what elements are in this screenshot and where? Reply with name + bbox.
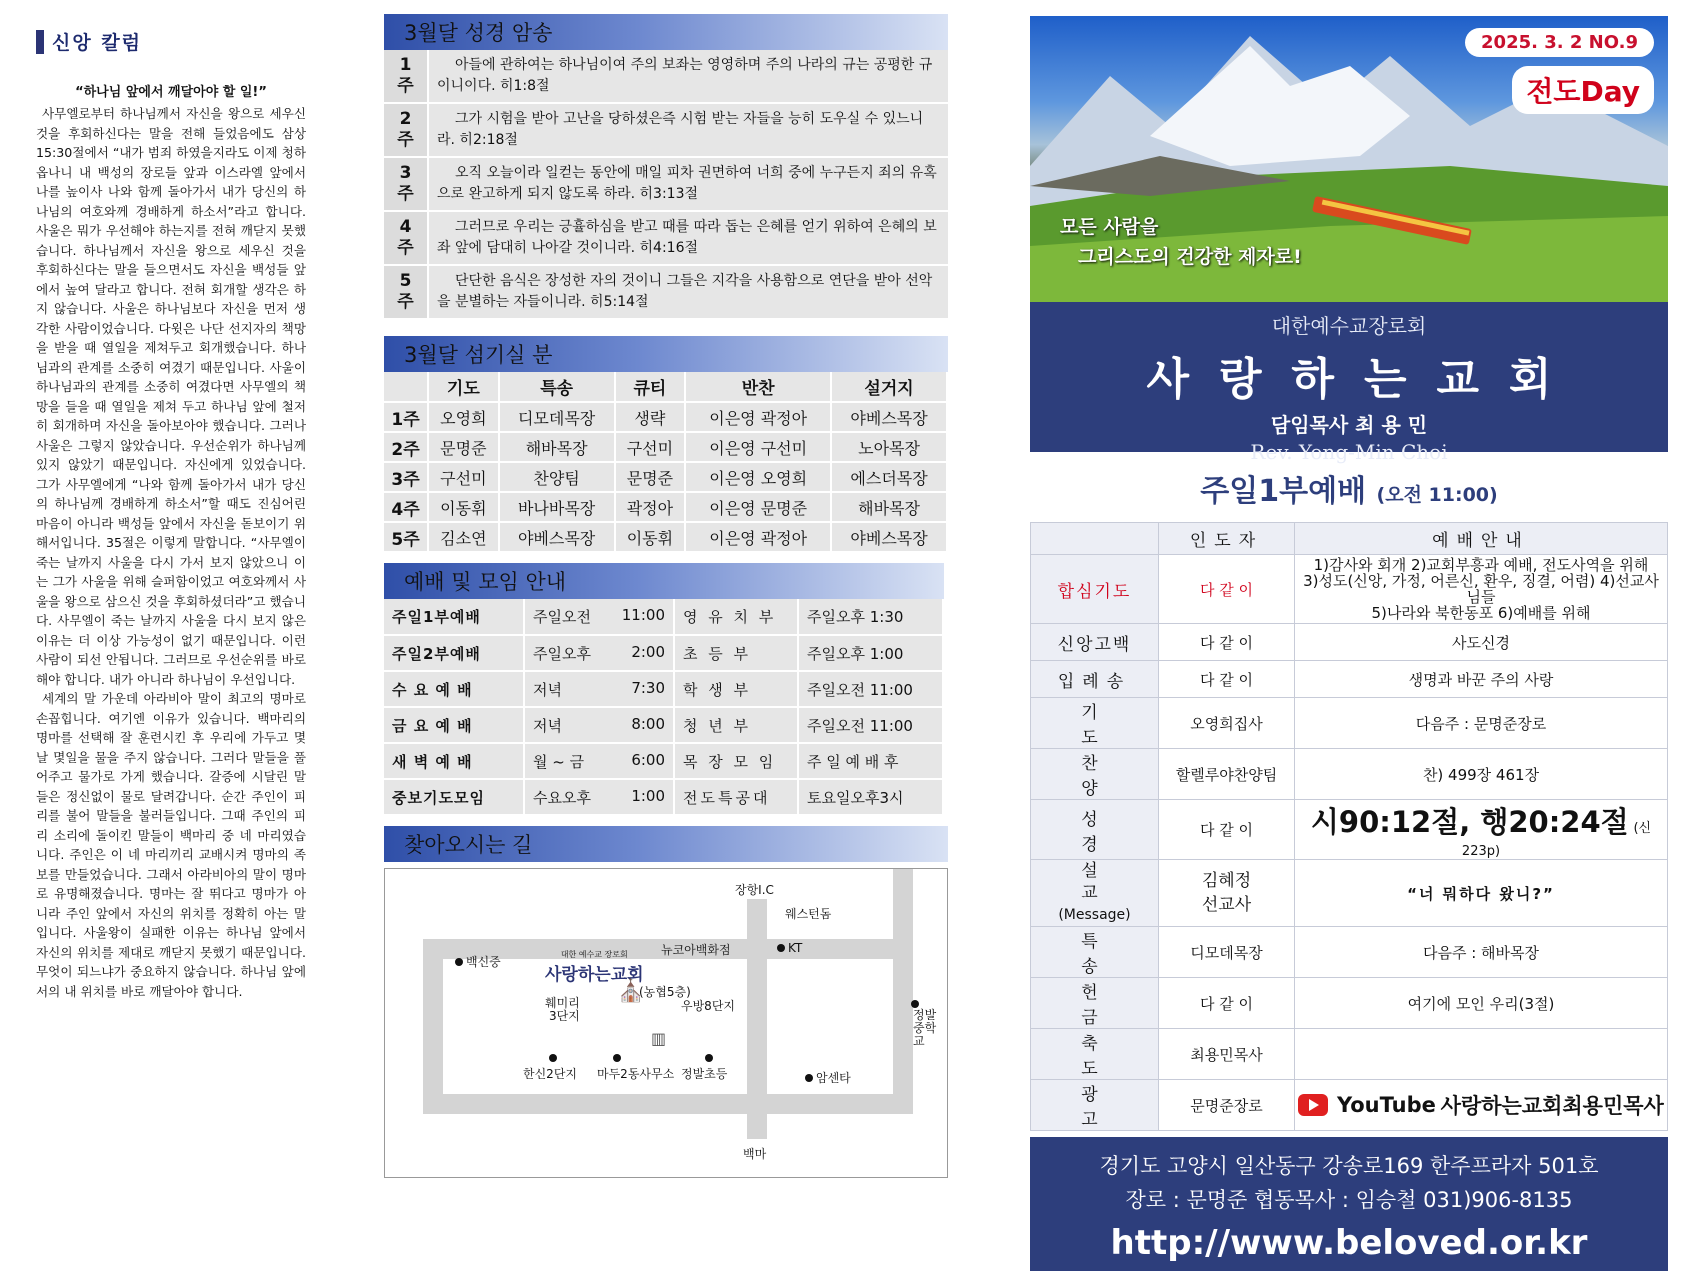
youtube-channel: 사랑하는교회최용민목사 xyxy=(1440,1094,1664,1118)
service-name: 수 요 예 배 xyxy=(384,671,524,707)
table-row xyxy=(1031,800,1668,860)
table-row xyxy=(384,462,947,492)
table-row xyxy=(1031,698,1668,749)
map-band: 찾아오시는 길 xyxy=(384,826,948,862)
location-dot-icon xyxy=(777,944,785,952)
table-row xyxy=(1031,749,1668,800)
table-cell: 해바목장 xyxy=(499,432,615,462)
table-cell: 야베스목장 xyxy=(831,522,947,552)
verse-text: 오직 오늘이라 일컫는 동안에 매일 피차 권면하여 너희 중에 누구든지 죄의 유혹으로 완고하게 되지 않도록 하라. 히3:13절 xyxy=(428,157,948,211)
section-marker-icon xyxy=(36,30,44,54)
map-road xyxy=(423,939,443,1114)
table-cell: 에스더목장 xyxy=(831,462,947,492)
church-address: 경기도 고양시 일산동구 강송로169 한주프라자 501호 xyxy=(1099,1154,1599,1178)
map-label-newcore: 뉴코아백화점 xyxy=(661,943,731,957)
order-leader: 최용민목사 xyxy=(1159,1029,1295,1080)
map-label-madu-office: 마두2동사무소 xyxy=(597,1067,675,1081)
service-hour: 6:00 xyxy=(631,750,665,769)
column-title: “하나님 앞에서 깨달아야 할 일!” xyxy=(75,85,267,100)
week-label: 3주 xyxy=(384,157,428,211)
map-label-text: 암센타 xyxy=(816,1071,851,1085)
order-leader: 다 같 이 xyxy=(1159,555,1295,624)
service-hour: 7:30 xyxy=(631,678,665,697)
preacher-name: 김혜정 xyxy=(1201,871,1252,891)
map-label-jeongbal-elem: 정발초등 xyxy=(681,1067,728,1081)
table-cell: 오영희 xyxy=(428,402,499,432)
table-cell: 구선미 xyxy=(615,432,686,462)
verse-text: 그러므로 우리는 긍휼하심을 받고 때를 따라 돕는 은혜를 얻기 위하여 은혜의 보좌 앞에 담대히 나아갈 것이니라. 히4:16절 xyxy=(428,211,948,265)
schedule-table xyxy=(384,599,944,816)
service-time xyxy=(524,779,674,815)
column-header: 반찬 xyxy=(685,372,831,402)
table-row xyxy=(384,635,943,671)
group-time: 주 일 예 배 후 xyxy=(798,743,943,779)
table-cell: 김소연 xyxy=(428,522,499,552)
table-row xyxy=(1031,1080,1668,1131)
table-row xyxy=(384,265,948,319)
schedule-band: 예배 및 모임 안내 xyxy=(384,563,944,599)
order-leader: 문명준장로 xyxy=(1159,1080,1295,1131)
scripture-page: (신 223p) xyxy=(1461,821,1652,859)
week-label: 4주 xyxy=(384,492,428,522)
location-dot-icon xyxy=(805,1074,813,1082)
map-road xyxy=(893,869,913,1114)
map-label-baekma: 백마 xyxy=(743,1147,767,1161)
slogan xyxy=(1060,212,1302,272)
order-item: 축도 xyxy=(1031,1029,1159,1080)
bulletin-cover xyxy=(1030,16,1668,1271)
preacher-role: 선교사 xyxy=(1201,895,1252,915)
table-row xyxy=(384,707,943,743)
church-website-link[interactable]: http://www.beloved.or.kr xyxy=(1110,1223,1588,1263)
order-info xyxy=(1295,1029,1668,1080)
service-day: 저녁 xyxy=(533,716,562,735)
order-item: 합심기도 xyxy=(1031,555,1159,624)
location-dot-icon xyxy=(911,997,922,1011)
group-name: 영 유 치 부 xyxy=(674,599,798,635)
map-road xyxy=(747,899,767,1139)
map-label-nonghyup: (농협5층) xyxy=(639,985,691,999)
order-item-label: 설교 xyxy=(1081,861,1138,903)
column-header: 인도자 xyxy=(1159,523,1295,555)
group-name: 학 생 부 xyxy=(674,671,798,707)
order-item: 기도 xyxy=(1031,698,1159,749)
table-row xyxy=(384,432,947,462)
table-cell: 문명준 xyxy=(428,432,499,462)
order-item: 헌금 xyxy=(1031,978,1159,1029)
column-header: 예배안내 xyxy=(1295,523,1668,555)
service-day: 수요오후 xyxy=(533,788,591,807)
service-hour: 1:00 xyxy=(631,786,665,805)
verse-text: 아들에 관하여는 하나님이여 주의 보좌는 영영하며 주의 나라의 규는 공평한 규이니이다. 히1:8절 xyxy=(428,50,948,103)
column-header xyxy=(384,372,428,402)
table-header-row xyxy=(1031,523,1668,555)
map-label-text: KT xyxy=(788,941,803,955)
order-item-sub: (Message) xyxy=(1058,907,1131,923)
pastor-name: 담임목사 최 용 민 xyxy=(1270,413,1428,437)
service-name: 주일1부예배 xyxy=(384,599,524,635)
verse-text: 그가 시험을 받아 고난을 당하셨은즉 시험 받는 자들을 능히 도우실 수 있느니라. 히2:18절 xyxy=(428,103,948,157)
table-row xyxy=(1031,978,1668,1029)
map-label-western-dome: 웨스턴돔 xyxy=(785,907,832,921)
service-name: 중보기도모임 xyxy=(384,779,524,815)
table-cell: 해바목장 xyxy=(831,492,947,522)
slogan-line: 그리스도의 건강한 제자로! xyxy=(1078,246,1302,268)
order-item: 입례송 xyxy=(1031,661,1159,698)
column-header: 설거지 xyxy=(831,372,947,402)
order-item: 광고 xyxy=(1031,1080,1159,1131)
middle-column xyxy=(384,14,948,1178)
map-label-hanshin: 한신2단지 xyxy=(523,1067,578,1081)
group-time: 주일오후 1:00 xyxy=(798,635,943,671)
map-road xyxy=(423,1094,913,1114)
scripture-table xyxy=(384,50,948,320)
order-info: 다음주 : 해바목장 xyxy=(1295,927,1668,978)
service-day: 주일오후 xyxy=(533,644,591,663)
service-hour: 8:00 xyxy=(631,714,665,733)
table-row xyxy=(1031,1029,1668,1080)
table-cell: 디모데목장 xyxy=(499,402,615,432)
week-label: 5주 xyxy=(384,265,428,319)
table-cell: 생략 xyxy=(615,402,686,432)
order-info: 사도신경 xyxy=(1295,624,1668,661)
table-row xyxy=(384,157,948,211)
table-row xyxy=(384,50,948,103)
church-building-icon: ⛪ xyxy=(617,979,645,1004)
verse-text: 단단한 음식은 장성한 자의 것이니 그들은 지각을 사용함으로 연단을 받아 선악을 분별하는 자들이니라. 히5:14절 xyxy=(428,265,948,319)
group-name: 청 년 부 xyxy=(674,707,798,743)
map-label-baeksin xyxy=(455,953,501,970)
table-cell: 이동휘 xyxy=(428,492,499,522)
week-label: 5주 xyxy=(384,522,428,552)
service-title-time: (오전 11:00) xyxy=(1376,484,1498,506)
order-item: 찬양 xyxy=(1031,749,1159,800)
map-label-janghang: 장항I.C xyxy=(735,883,774,897)
column-header: 기도 xyxy=(428,372,499,402)
day-label-badge: 전도Day xyxy=(1512,66,1654,114)
table-cell: 야베스목장 xyxy=(831,402,947,432)
order-leader: 다 같 이 xyxy=(1159,978,1295,1029)
table-row xyxy=(384,671,943,707)
column-header: 특송 xyxy=(499,372,615,402)
table-cell: 야베스목장 xyxy=(499,522,615,552)
church-name: 사랑하는교회 xyxy=(1146,354,1582,405)
week-label: 1주 xyxy=(384,50,428,103)
week-label: 3주 xyxy=(384,462,428,492)
location-dot-icon xyxy=(455,958,463,966)
location-dot-icon xyxy=(613,1051,624,1065)
prayer-topics xyxy=(1295,555,1668,624)
map-label-jeongbal-middle: 정발 중학교 xyxy=(913,1008,937,1048)
order-info xyxy=(1295,800,1668,860)
order-leader: 다 같 이 xyxy=(1159,624,1295,661)
group-time: 주일오전 11:00 xyxy=(798,671,943,707)
service-day: 월 ~ 금 xyxy=(533,752,585,771)
table-cell: 이은영 문명준 xyxy=(685,492,831,522)
table-row xyxy=(384,492,947,522)
week-label: 1주 xyxy=(384,402,428,432)
church-logo-denomination: 대한 예수교 장로회 xyxy=(560,950,628,959)
map-label-ubang: 우방8단지 xyxy=(681,999,736,1013)
prayer-topic: 3)성도(신앙, 가정, 어른신, 환우, 징결, 어렴) 4)선교사님들 xyxy=(1303,572,1659,606)
order-info: 찬) 499장 461장 xyxy=(1295,749,1668,800)
scripture-band: 3월달 성경 암송 xyxy=(384,14,948,50)
order-leader: 다 같 이 xyxy=(1159,661,1295,698)
column-paragraph: 사무엘로부터 하나님께서 자신을 왕으로 세우신 것을 후회하신다는 말을 전해 들었음에도 삼상15:30절에서 “내가 범죄 하였을지라도 이제 청하옵나니 내 백성의 장로들 앞과 이스라엘 앞에서 나를 높이사 나와 함께 돌아가서 내가 당신의 하나님의 여호와께 경배하게 하소서”라고 합니다. 사울은 뭐가 우선해야 하는지를 전혀 깨닫지 못했습니다. 하나님께서 자신을 왕으로 세우신 것을 후회하신다는 말을 들으면서도 자신을 백성들 앞에서 높여 달라고 합니다. 전혀 회개할 생각은 하지 않습니다. 사울은 하나님보다 자신을 먼저 생각한 사람이었습니다. 다윗은 나단 선지자의 책망을 받을 때 열일을 제쳐두고 회개했습니다. 하나님과의 관계를 소중히 여겼기 때문입니다. 사울이 하나님과의 관계를 소중히 여겼다면 사무엘의 책망을 들을 때 열일을 제쳐 두고 하나님 앞에 철저히 회개하며 자신을 돌아보아야 했습니다. 그러나 사울은 그렇지 않았습니다. 우선순위가 하나님께 있지 않았기 때문입니다. 자신에게 있었습니다. 그가 사무엘에게 “나와 함께 돌아가서 내가 당신의 하나님께 경배하게 하소서”할 때도 진심어린 마음이 아니라 백성들 앞에서 자신을 돋보이기 위해서입니다. 35절은 이렇게 말합니다. “사무엘이 죽는 날까지 사울을 다시 가서 보지 않았으니 이는 그가 사울을 위해 슬퍼함이었고 여호와께서 사울을 왕으로 삼으신 것을 후회하셨더라”고 했습니다. 사무엘이 죽는 날까지 사울을 다시 보지 않은 이유는 더 이상 가능성이 없기 때문입니다. 이런 사람이 되선 안됩니다. 그러므로 우선순위를 바로 해야 합니다. 내가 아니라 하나님이 우선입니다. xyxy=(36,106,306,687)
table-header-row xyxy=(384,372,947,402)
group-time: 주일오전 11:00 xyxy=(798,707,943,743)
week-label: 2주 xyxy=(384,432,428,462)
column-section-head xyxy=(36,28,306,55)
table-row xyxy=(1031,661,1668,698)
column-header xyxy=(1031,523,1159,555)
order-item: 특송 xyxy=(1031,927,1159,978)
table-cell: 노아목장 xyxy=(831,432,947,462)
duty-band: 3월달 섬기실 분 xyxy=(384,336,948,372)
column-paragraph: 세계의 말 가운데 아라비아 말이 최고의 명마로 손꼽힙니다. 여기엔 이유가 있습니다. 백마리의 명마를 선택해 잘 훈련시킨 후 우리에 가두고 몇날 몇일을 물을 주지 않습니다. 그러다 말들을 풀어주고 물가로 가게 했습니다. 갈증에 시달린 말들은 정신없이 물로 달려갑니다. 순간 주인이 피리를 불어 말들을 불러들입니다. 그때 주인의 피리 소리에 돌이킨 말들이 백마리 중 네 마리였습니다. 주인은 이 네 마리끼리 교배시켜 명마의 족보를 만들었습니다. 그래서 아라비아의 말이 명마로 유명해졌습니다. 명마는 잘 뛰다고 명마가 아니라 주인 앞에서 자신의 위치를 정확히 아는 말입니다. 사울왕이 실패한 이유는 하나님 앞에서 자신의 위치를 제대로 깨닫지 못했기 때문입니다. 무엇이 되느냐가 중요하지 않습니다. 하나님 앞에서의 내 위치를 바로 깨달아야 합니다. xyxy=(36,691,306,999)
directions-map xyxy=(384,868,948,1178)
denomination: 대한예수교장로회 xyxy=(1271,314,1427,338)
table-row xyxy=(384,402,947,432)
map-label-hwemiri: 훼미리 3단지 xyxy=(545,996,580,1023)
week-label: 4주 xyxy=(384,211,428,265)
footer xyxy=(1030,1137,1668,1271)
order-leader: 오영희집사 xyxy=(1159,698,1295,749)
service-time xyxy=(524,743,674,779)
order-item xyxy=(1031,860,1159,927)
worship-order-table xyxy=(1030,522,1668,1131)
table-row xyxy=(384,211,948,265)
location-dot-icon xyxy=(549,1051,560,1065)
location-dot-icon xyxy=(705,1051,716,1065)
table-row xyxy=(1031,555,1668,624)
service-time xyxy=(524,635,674,671)
scripture-reference: 시90:12절, 행20:24절 xyxy=(1310,805,1629,839)
service-time xyxy=(524,671,674,707)
group-time: 토요일오후3시 xyxy=(798,779,943,815)
table-cell: 이은영 오영희 xyxy=(685,462,831,492)
issue-date-badge: 2025. 3. 2 NO.9 xyxy=(1465,28,1654,57)
service-hour: 11:00 xyxy=(621,606,665,624)
order-leader: 할렐루야찬양팀 xyxy=(1159,749,1295,800)
service-time xyxy=(524,599,674,635)
table-cell: 구선미 xyxy=(428,462,499,492)
order-info: 생명과 바꾼 주의 사랑 xyxy=(1295,661,1668,698)
duty-table xyxy=(384,372,948,553)
prayer-topic: 5)나라와 북한동포 6)예배를 위해 xyxy=(1371,604,1591,622)
service-time xyxy=(524,707,674,743)
service-day: 저녁 xyxy=(533,680,562,699)
table-row xyxy=(384,779,943,815)
church-header xyxy=(1030,302,1668,464)
table-row xyxy=(384,599,943,635)
group-time: 주일오후 1:30 xyxy=(798,599,943,635)
order-info: 다음주 : 문명준장로 xyxy=(1295,698,1668,749)
service-day: 주일오전 xyxy=(533,608,591,626)
hero-image xyxy=(1030,16,1668,302)
prayer-topic: 1)감사와 회개 2)교회부흥과 예배, 전도사역을 위해 xyxy=(1313,556,1649,574)
service-hour: 2:00 xyxy=(631,642,665,661)
slogan-line: 모든 사람을 xyxy=(1060,216,1159,238)
faith-column xyxy=(36,28,306,1001)
service-name: 금 요 예 배 xyxy=(384,707,524,743)
service-name: 주일2부예배 xyxy=(384,635,524,671)
order-leader: 디모데목장 xyxy=(1159,927,1295,978)
group-name: 전도특공대 xyxy=(674,779,798,815)
table-cell: 이은영 곽정아 xyxy=(685,522,831,552)
table-cell: 곽정아 xyxy=(615,492,686,522)
column-body xyxy=(36,104,306,1001)
order-leader: 다 같 이 xyxy=(1159,800,1295,860)
youtube-label: YouTube xyxy=(1336,1093,1436,1117)
map-label-text: 백신중 xyxy=(466,955,501,969)
order-item: 성경 xyxy=(1031,800,1159,860)
table-cell: 이은영 곽정아 xyxy=(685,402,831,432)
sermon-title: “너 뭐하다 왔니?” xyxy=(1295,860,1668,927)
order-info: 여기에 모인 우리(3절) xyxy=(1295,978,1668,1029)
pastor-name-en: Rev. Yong-Min Choi xyxy=(1250,440,1448,464)
order-leader xyxy=(1159,860,1295,927)
table-cell: 바나바목장 xyxy=(499,492,615,522)
youtube-icon xyxy=(1298,1094,1328,1116)
youtube-link[interactable] xyxy=(1295,1080,1668,1131)
table-row xyxy=(384,522,947,552)
column-section-title: 신앙 칼럼 xyxy=(52,32,143,54)
table-cell: 이은영 구선미 xyxy=(685,432,831,462)
table-cell: 이동휘 xyxy=(615,522,686,552)
church-logo-name: 사랑하는교회 xyxy=(545,965,644,985)
church-contact: 장로 : 문명준 협동목사 : 임승철 031)906-8135 xyxy=(1125,1188,1573,1212)
week-label: 2주 xyxy=(384,103,428,157)
table-row xyxy=(1031,927,1668,978)
table-row xyxy=(1031,860,1668,927)
group-name: 목 장 모 임 xyxy=(674,743,798,779)
table-cell: 문명준 xyxy=(615,462,686,492)
order-item: 신앙고백 xyxy=(1031,624,1159,661)
service-title xyxy=(1030,466,1668,510)
column-header: 큐티 xyxy=(615,372,686,402)
group-name: 초 등 부 xyxy=(674,635,798,671)
map-label-kt xyxy=(777,941,802,955)
table-row xyxy=(384,743,943,779)
table-cell: 찬양팀 xyxy=(499,462,615,492)
crosswalk-icon: ▥ xyxy=(651,1029,667,1048)
map-label-cancer-center xyxy=(805,1069,851,1086)
service-title-text: 주일1부예배 xyxy=(1200,474,1367,509)
service-name: 새 벽 예 배 xyxy=(384,743,524,779)
table-row xyxy=(1031,624,1668,661)
table-row xyxy=(384,103,948,157)
